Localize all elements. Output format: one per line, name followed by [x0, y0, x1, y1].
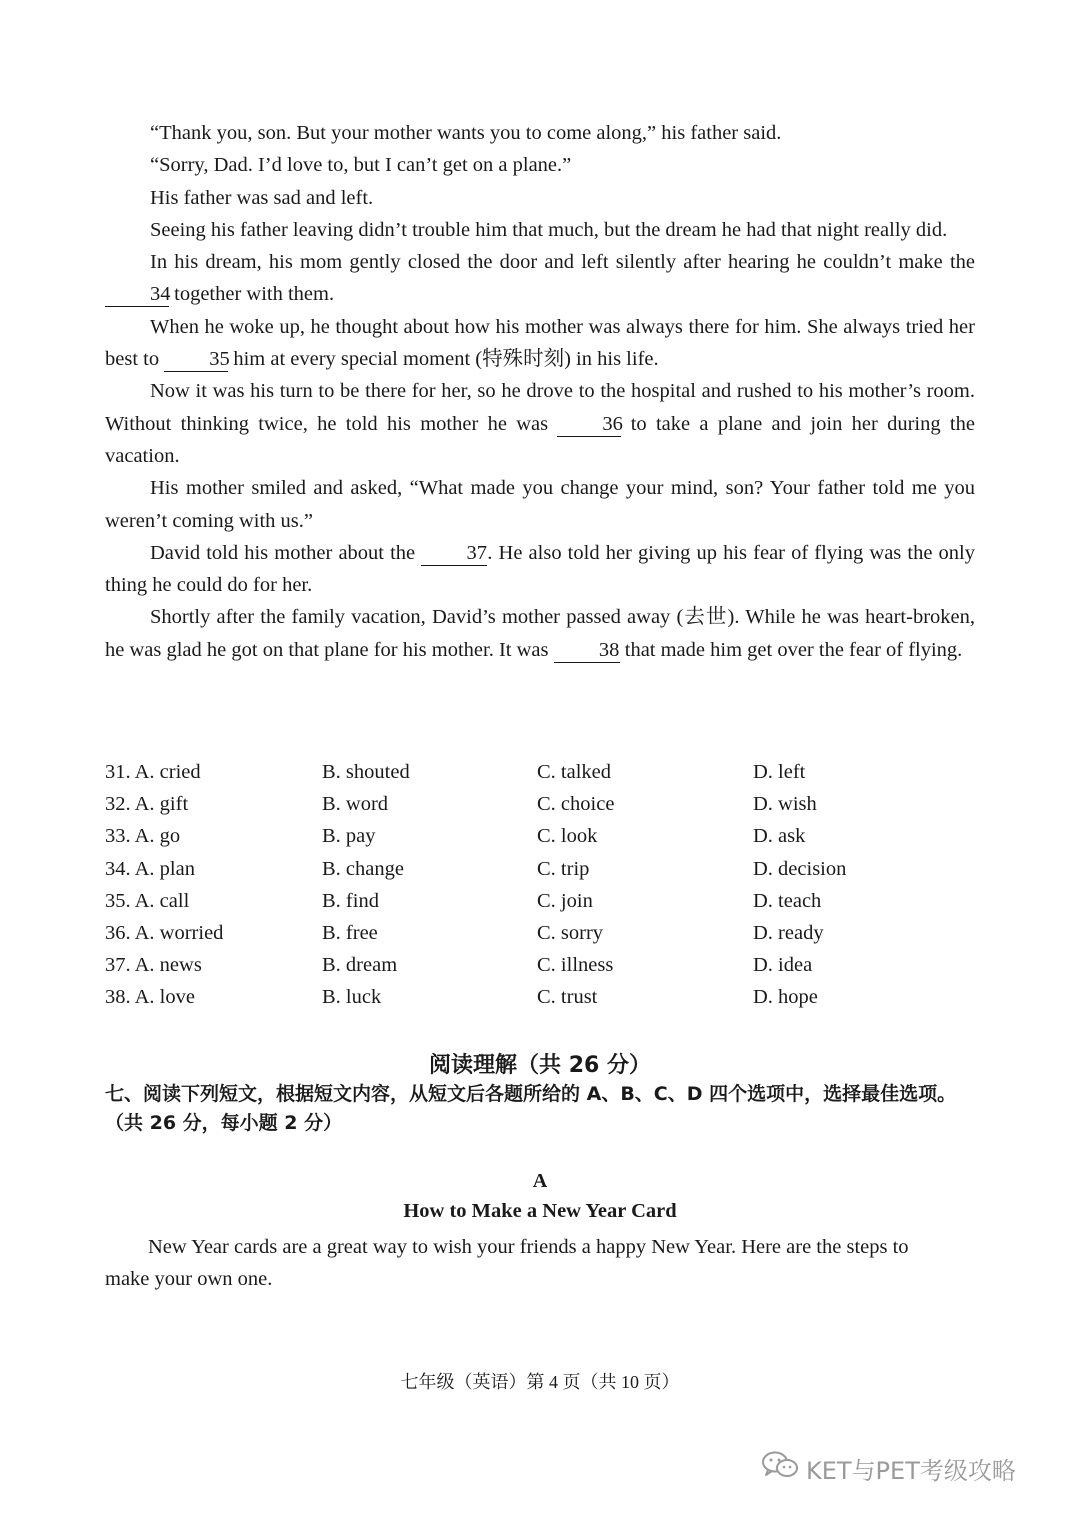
option-d: D. teach [753, 889, 822, 912]
passage-paragraph [105, 246, 975, 311]
passage-paragraph [105, 311, 975, 376]
option-b: B. change [322, 857, 404, 880]
option-c: C. talked [537, 761, 612, 783]
option-c: C. illness [537, 954, 614, 977]
paragraph-text: to take a plane and join her during the vacation. [105, 412, 975, 467]
watermark [760, 1450, 1016, 1486]
page-footer: 七年级（英语）第 4 页（共 10 页） [400, 1372, 680, 1392]
paragraph-text: David told his mother about the [150, 541, 422, 564]
option-a: 38. A. love [105, 986, 195, 1009]
passage-paragraph: Seeing his father leaving didn’t trouble him that much, but the dream he had that night really did. [150, 218, 948, 241]
option-d: D. ready [753, 921, 824, 944]
option-a: 34. A. plan [105, 857, 195, 880]
passage-paragraph [105, 537, 975, 602]
option-b: B. luck [322, 986, 382, 1009]
option-c: C. choice [537, 793, 615, 816]
option-b: B. pay [322, 825, 376, 848]
question-row [105, 890, 975, 922]
option-c: C. join [537, 889, 593, 912]
paragraph-text: . He also told her giving up his fear of flying was the only thing he could do for her. [105, 541, 975, 597]
option-d: D. hope [753, 986, 818, 1009]
answer-options [105, 761, 975, 1019]
option-d: D. decision [753, 857, 847, 880]
intro-paragraph: New Year cards are a great way to wish your friends a happy New Year. Here are the steps to make your own one. [105, 1236, 909, 1290]
option-a: 32. A. gift [105, 793, 189, 816]
passage-letter: A [532, 1170, 548, 1192]
section-instructions: 七、阅读下列短文，根据短文内容，从短文后各题所给的 A、B、C、D 四个选项中，选择最佳选项。（共 26 分，每小题 2 分） [105, 1083, 957, 1134]
option-b: B. shouted [322, 761, 410, 783]
option-c: C. trust [537, 986, 598, 1009]
option-c: C. trip [537, 857, 590, 880]
question-row [105, 922, 975, 954]
passage-intro [105, 1231, 955, 1295]
paragraph-text: When he woke up, he thought about how his mother was always there for him. She always tried her best to [105, 315, 975, 371]
paragraph-text: that made him get over the fear of flying. [619, 638, 963, 661]
option-d: D. idea [753, 954, 813, 977]
option-b: B. dream [322, 954, 398, 977]
paragraph-text: Shortly after the family vacation, David’s mother passed away (去世). While he was heart-broken, he was glad he got on that plane for his mother. It was [105, 606, 975, 661]
question-row [105, 986, 975, 1018]
option-a: 33. A. go [105, 825, 181, 848]
passage-paragraph: “Sorry, Dad. I’d love to, but I can’t get on a plane.” [150, 154, 572, 177]
option-d: D. ask [753, 825, 806, 848]
passage-title: How to Make a New Year Card [403, 1200, 677, 1222]
option-b: B. free [322, 921, 378, 944]
option-a: 31. A. cried [105, 761, 201, 783]
passage-paragraph: His mother smiled and asked, “What made you change your mind, son? Your father told me you weren’t coming with us.” [105, 477, 975, 532]
watermark-text: KET与PET考级攻略 [806, 1456, 1016, 1485]
blank-37: 37 [421, 541, 487, 566]
paragraph-text: In his dream, his mom gently closed the door and left silently after hearing he couldn’t make the [150, 251, 975, 274]
question-row [105, 793, 975, 825]
option-b: B. find [322, 889, 379, 912]
option-a: 37. A. news [105, 954, 202, 977]
option-a: 36. A. worried [105, 921, 224, 944]
option-a: 35. A. call [105, 889, 190, 912]
wechat-icon [760, 1450, 800, 1486]
question-row [105, 825, 975, 857]
cloze-passage [105, 117, 975, 666]
passage-paragraph: His father was sad and left. [150, 186, 374, 209]
passage-paragraph [105, 601, 975, 666]
paragraph-text: him at every special moment (特殊时刻) in his life. [228, 348, 659, 371]
question-row [105, 954, 975, 986]
blank-38: 38 [554, 638, 620, 663]
blank-34: 34 [105, 282, 169, 307]
option-c: C. sorry [537, 921, 604, 944]
paragraph-text: together with them. [169, 283, 335, 306]
question-row [105, 858, 975, 890]
paragraph-text: Now it was his turn to be there for her, so he drove to the hospital and rushed to his mother’s room. Without thinking twice, he told his mother he was [105, 380, 975, 435]
blank-35: 35 [164, 347, 228, 372]
option-d: D. left [753, 761, 806, 783]
option-b: B. word [322, 793, 389, 816]
blank-36: 36 [557, 412, 621, 437]
option-c: C. look [537, 825, 598, 848]
passage-paragraph [105, 375, 975, 472]
question-row [105, 761, 975, 793]
section-title: 阅读理解（共 26 分） [429, 1053, 651, 1078]
option-d: D. wish [753, 793, 817, 816]
passage-paragraph: “Thank you, son. But your mother wants you to come along,” his father said. [150, 122, 782, 144]
